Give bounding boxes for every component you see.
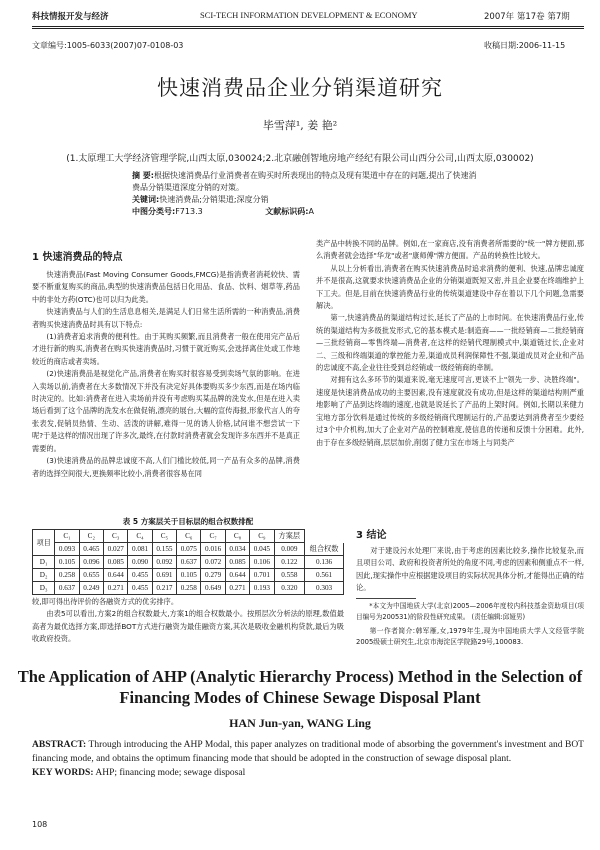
table-head-cell: 方案层	[274, 530, 305, 543]
section-1-heading: 1 快速消费品的特点	[32, 252, 123, 263]
english-authors: HAN Jun-yan, WANG Ling	[229, 716, 371, 730]
table-cell: 0.271	[104, 582, 128, 595]
right-column	[316, 238, 584, 449]
clc-label: 中图分类号:	[132, 207, 176, 216]
table-cell: 0.105	[177, 569, 201, 582]
doc-code-text: A	[308, 207, 314, 216]
authors-cn: 毕雪萍¹, 姜 艳²	[262, 119, 338, 132]
s3-paragraph: 对于建设污水处理厂来说,由于考虑的因素比较多,操作比较复杂,而且项目公司、政府和投资者所处的角度不同,考虑的因素和侧重点不一样,因此,现实操作中应根据建设项目的实际状况具体分析,才能得出正确的结论。	[356, 546, 584, 593]
table-row	[33, 569, 344, 582]
r-paragraph: 第一,快速消费品的渠道结构过长,延长了产品的上市时间。在快速消费品行业,传统的渠道结构为多级批发形式,它的基本模式是:制造商——一批经销商—二批经销商—三批经销商—零售终端—消费者,在这样的经销代理制模式中,渠道链过长,企业对二、三级和终端渠道的掌控能力差,渠道成员利润保障性不强,渠道成员对企业和产品的忠诚度不高,企业往往受到总经销或一级经销商的牵制。	[316, 313, 584, 373]
page-number: 108	[32, 820, 48, 829]
s1-paragraph: (1)消费者追求消费的便利性。由于其购买频繁,而且消费者一般在使用完产品后才进行新的购买,消费者在购买快速消费品时,习惯于就近购买,会选择离住处或工作地较近的商店或者卖场。	[32, 332, 300, 366]
table-cell: 0.122	[274, 556, 305, 569]
table-cell: 0.320	[274, 582, 305, 595]
table-head-cell: 项目	[33, 530, 55, 556]
table-head-cell: C₂	[79, 530, 103, 543]
r-paragraph: 类产品中转换不同的品牌。例如,在一家商店,没有消费者所需要的"统一"牌方便面,那么消费者就会选择"华龙"或者"康师傅"牌方便面。产品的转换性比较大。	[316, 239, 584, 261]
journal-name-cn: 科技情报开发与经济	[32, 12, 109, 22]
table-cell: 0.075	[177, 543, 201, 556]
table-cell: 0.455	[128, 569, 152, 582]
table-grid	[32, 529, 344, 595]
table-cell: 0.027	[104, 543, 128, 556]
table-cell: 0.701	[250, 569, 274, 582]
table-head-cell: C₁	[55, 530, 79, 543]
table-head-cell: C₈	[225, 530, 249, 543]
table-5	[32, 516, 344, 595]
table-head-cell: C₆	[177, 530, 201, 543]
table-cell: 0.691	[152, 569, 176, 582]
table-cell: 0.644	[104, 569, 128, 582]
english-abstract	[32, 738, 584, 780]
table-cell: 0.258	[55, 569, 79, 582]
journal-name-en: SCI-TECH INFORMATION DEVELOPMENT & ECONOMY	[200, 10, 418, 20]
table-cell: 0.649	[201, 582, 225, 595]
table-head-cell: C₄	[128, 530, 152, 543]
abstract-label: 摘 要:	[132, 171, 154, 180]
table-cell: 0.085	[104, 556, 128, 569]
table-cell: 0.081	[128, 543, 152, 556]
table-cell: 0.303	[305, 582, 344, 595]
table-cell: 0.465	[79, 543, 103, 556]
left-column	[32, 248, 300, 480]
issue-info: 2007年 第17卷 第7期	[484, 12, 570, 22]
table-cell: 0.009	[274, 543, 305, 556]
table-cell: 0.637	[55, 582, 79, 595]
section-3	[356, 526, 584, 648]
page-title: 快速消费品企业分销渠道研究	[157, 76, 443, 100]
table-cell: 0.092	[152, 556, 176, 569]
abstract-text: 根据快速消费品行业消费者在购买时所表现出的特点及现有渠道中存在的问题,提出了快速消费品分销渠道深度分销的对策。	[132, 171, 477, 192]
table-cell: 0.644	[225, 569, 249, 582]
table-cell: 0.072	[201, 556, 225, 569]
table-cell: 0.249	[79, 582, 103, 595]
table-cell: 0.093	[55, 543, 79, 556]
table-cell: D₁	[33, 556, 55, 569]
table-cell: 组合权数	[305, 543, 344, 556]
en-abstract-text: Through introducing the AHP Modal, this paper analyzes on traditional mode of absorbing the government's investment and BOT financing mode, and obtains the optimum financing mode that should be adopted in the construction of sewage disposal plant.	[32, 740, 584, 764]
header-rule	[32, 26, 584, 27]
table-cell: 0.045	[250, 543, 274, 556]
table-cell: D₂	[33, 569, 55, 582]
footnote-rule	[356, 598, 416, 599]
table-cell: 0.096	[79, 556, 103, 569]
table-cell: 0.016	[201, 543, 225, 556]
table-cell: 0.279	[201, 569, 225, 582]
en-keywords-text: AHP; financing mode; sewage disposal	[95, 768, 246, 778]
table-row	[33, 556, 344, 569]
s1-paragraph: (2)快速消费品是视觉化产品,消费者在购买时很容易受到卖场气氛的影响。在进入卖场以前,消费者在大多数情况下并没有决定好具体要购买多少东西,而是在场内临时决定的。比如:消费者在进入卖场前并没有考虑购买某品牌的洗发水,但是在进入卖场后看到了这个品牌的洗发水在做促销,漂亮的展台,大幅的宣传海报,形象代言人的夸张表发,促销员热情、生动、活泼的讲解,难得一见的诱人价格,试问谁不想尝试一下呢?于是这样的情况出现了许多次,最终,在付款时消费者就会发现许多东西并不是真正需要的。	[32, 369, 300, 453]
s1-paragraph: 快速消费品与人们的生活息息相关,是满足人们日常生活所需的一种消费品,消费者购买快速消费品时具有以下特点:	[32, 307, 300, 329]
r-paragraph: 对拥有这么多环节的渠道来说,毫无速度可言,更谈不上"领先一步、决胜终端"。速度是快速消费品成功的主要因素,没有速度就没有成功,但是这样的渠道结构则严重地影响了产品到达终端的速度,也就是说延长了产品的上架时间。例如,长期以来健力宝地方部分饮料是通过传统的多级经销商代理制运行的,产品要达到消费者至少要经过3个中介机构,加大了企业对产品的控制难度,使信息的传递和反馈十分困难。此外,由于存在多级经销商,层层加价,削弱了健力宝在市场上与同类产	[316, 375, 584, 447]
clc-text: F713.3	[175, 207, 203, 216]
keywords-text: 快速消费品;分销渠道;深度分销	[159, 195, 269, 204]
table-cell: 0.655	[79, 569, 103, 582]
header-rule-2	[32, 28, 584, 29]
table-cell: 0.085	[225, 556, 249, 569]
author-info: 第一作者简介:韩军雁,女,1979年生,现为中国地质大学人文经管学院2005级硕士研究生,北京市海淀区学院路29号,100083.	[356, 626, 584, 646]
section-3-heading: 3 结论	[356, 530, 387, 541]
table-cell: 0.258	[177, 582, 201, 595]
english-title: The Application of AHP (Analytic Hierarchy Process) Method in the Selection of Financing Modes of Chinese Sewage Disposal Plant	[17, 667, 583, 707]
table-head-cell: C₇	[201, 530, 225, 543]
r-paragraph: 从以上分析看出,消费者在购买快速消费品时追求消费的便利、快速,品牌忠诚度并不是很高,这就要求快速消费品企业的分销渠道既短又密,并且企业要在终端维护上下工夫。但是,目前在快速消费品行业的传统渠道建设中存在着以下几个问题,急需要解决。	[316, 263, 584, 311]
table-cell: 0.455	[128, 582, 152, 595]
table-cell: 0.558	[274, 569, 305, 582]
table-cell: 0.106	[250, 556, 274, 569]
abstract-cn	[132, 170, 482, 218]
table-cell: 0.105	[55, 556, 79, 569]
s1-paragraph: 快速消费品(Fast Moving Consumer Goods,FMCG)是指消费者消耗较快、需要不断重复购买的商品,典型的快速消费品包括日化用品、食品、饮料、烟草等,药品中的非处方药(OTC)也可以归为此类。	[32, 270, 300, 304]
table-head-cell: C₉	[250, 530, 274, 543]
table-cell: 0.271	[225, 582, 249, 595]
table-row	[33, 582, 344, 595]
en-keywords-label: KEY WORDS:	[32, 768, 94, 778]
article-number: 文章编号:1005-6033(2007)07-0108-03	[32, 41, 184, 50]
table-cell: 0.561	[305, 569, 344, 582]
table-cell: 0.193	[250, 582, 274, 595]
affiliations-cn: (1.太原理工大学经济管理学院,山西太原,030024;2.北京融创智地房地产经纪有限公司山西分公司,山西太原,030002)	[66, 154, 534, 164]
en-abstract-label: ABSTRACT:	[32, 740, 87, 750]
lb-paragraph: 较,即可得出待评价的各融资方式的优劣排序。	[32, 597, 179, 606]
footnote: *本文为中国地质大学(北京)2005—2006年度校内科技基金资助项目(项目编号为200531)的阶段性研究成果。 (责任编辑:邱娅男)	[356, 601, 584, 621]
left-bottom-text	[32, 596, 344, 646]
lb-paragraph: 由表5可以看出,方案2的组合权数最大,方案1的组合权数最小。按照层次分析法的原理,数值最高者为最优选择方案,即选择BOT方式进行融资为最佳融资方案,其次是吸收金融机构贷款,最后为吸收政府投资。	[32, 609, 344, 644]
table-header-row	[33, 530, 344, 543]
table-head-cell: C₃	[104, 530, 128, 543]
table-cell: 0.136	[305, 556, 344, 569]
s1-paragraph: (3)快速消费品的品牌忠诚度不高,人们门槛比较低,同一产品有众多的品牌,消费者的选择空间很大,更换频率比较小,消费者很容易在同	[32, 456, 300, 478]
received-date: 收稿日期:2006-11-15	[484, 41, 566, 50]
doc-code-label: 文献标识码:	[265, 207, 309, 216]
table-caption: 表 5 方案层关于目标层的组合权数排配	[122, 517, 254, 526]
table-cell: 0.637	[177, 556, 201, 569]
table-cell: 0.034	[225, 543, 249, 556]
table-cell: D₃	[33, 582, 55, 595]
table-cell: 0.217	[152, 582, 176, 595]
keywords-label: 关键词:	[132, 195, 160, 204]
table-weight-row	[33, 543, 344, 556]
table-cell: 0.090	[128, 556, 152, 569]
table-head-cell: C₅	[152, 530, 176, 543]
table-cell: 0.155	[152, 543, 176, 556]
